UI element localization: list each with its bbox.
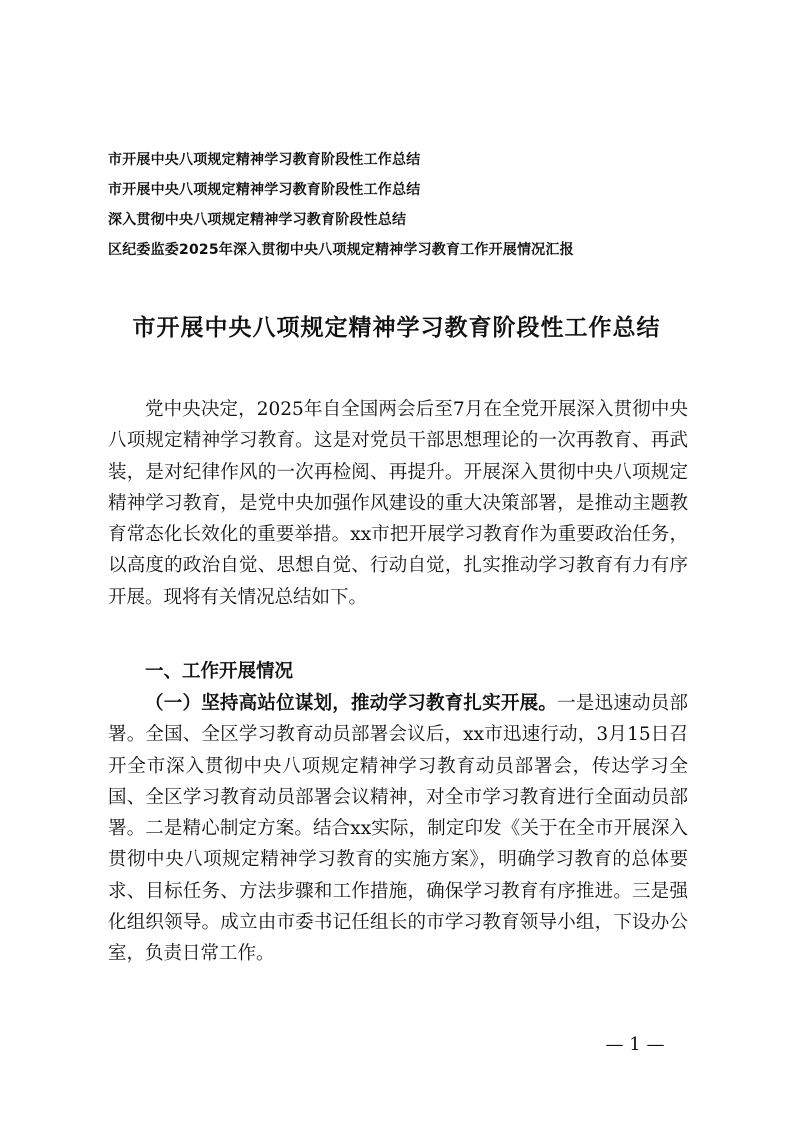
- related-document-title: 区纪委监委2025年深入贯彻中央八项规定精神学习教育工作开展情况汇报: [108, 242, 574, 258]
- subsection-text: 一是迅速动员部署。全国、全区学习教育动员部署会议后，xx市迅速行动，3月15日召开全市深入贯彻中央八项规定精神学习教育动员部署会，传达学习全国、全区学习教育动员部署会议精神，对全市学习教育进行全面动员部署。二是精心制定方案。结合xx实际，制定印发《关于在全市开展深入贯彻中央八项规定精神学习教育的实施方案》，明确学习教育的总体要求、目标任务、方法步骤和工作措施，确保学习教育有序推进。三是强化组织领导。成立由市委书记任组长的市学习教育领导小组，下设办公室，负责日常工作。: [108, 693, 688, 965]
- related-document-title: 市开展中央八项规定精神学习教育阶段性工作总结: [108, 152, 421, 168]
- related-document-title: 市开展中央八项规定精神学习教育阶段性工作总结: [108, 182, 421, 198]
- subsection-heading: （一）坚持高站位谋划，推动学习教育扎实开展。: [145, 693, 558, 714]
- section-paragraph: [108, 688, 688, 970]
- intro-paragraph: 党中央决定，2025年自全国两会后至7月在全党开展深入贯彻中央八项规定精神学习教育。这是对党员干部思想理论的一次再教育、再武装，是对纪律作风的一次再检阅、再提升。开展深入贯彻中央八项规定精神学习教育，是党中央加强作风建设的重大决策部署，是推动主题教育常态化长效化的重要举措。xx市把开展学习教育作为重要政治任务，以高度的政治自觉、思想自觉、行动自觉，扎实推动学习教育有力有序开展。现将有关情况总结如下。: [108, 399, 688, 608]
- related-documents-list: [108, 145, 708, 265]
- related-document-title: 深入贯彻中央八项规定精神学习教育阶段性总结: [108, 212, 407, 228]
- section-heading: 一、工作开展情况: [145, 661, 294, 682]
- page-number: — 1 —: [605, 1034, 665, 1055]
- document-title: 市开展中央八项规定精神学习教育阶段性工作总结: [132, 315, 661, 341]
